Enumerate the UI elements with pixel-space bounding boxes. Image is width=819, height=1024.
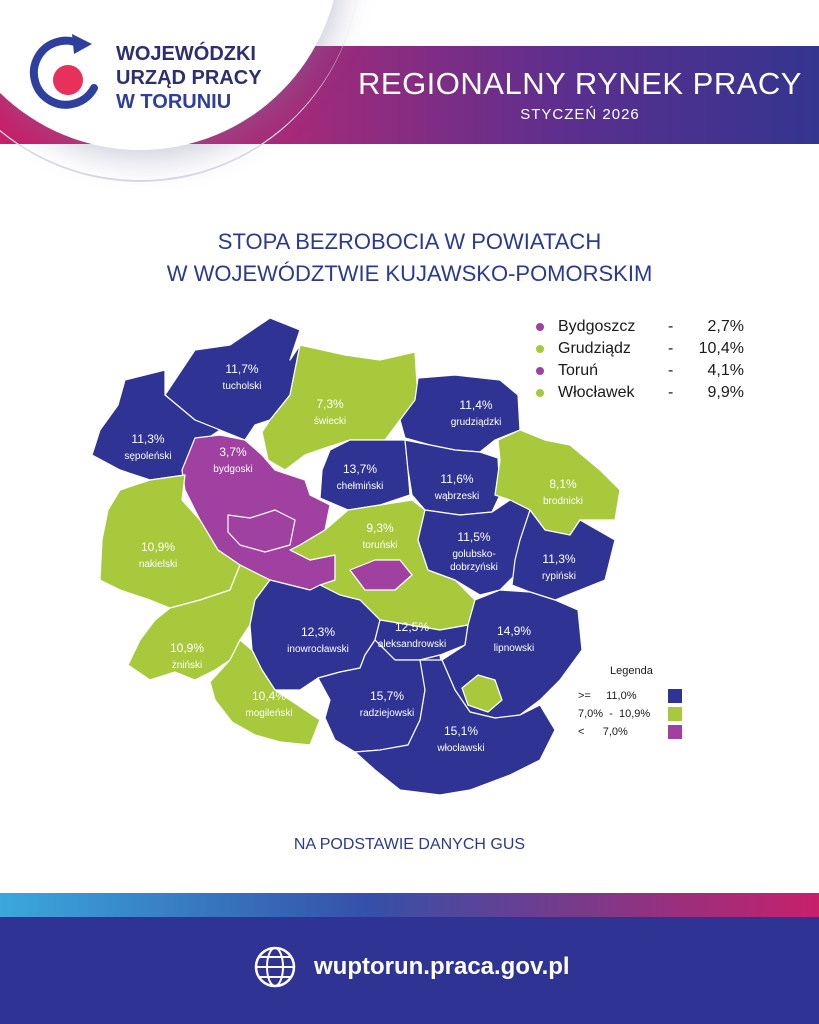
legend-row — [578, 724, 688, 740]
legend-swatch — [668, 689, 682, 703]
logo-line-1: WOJEWÓDZKI — [116, 43, 256, 65]
logo-line-2: URZĄD PRACY — [116, 67, 262, 89]
city-stats — [536, 316, 744, 404]
legend-row — [578, 706, 688, 722]
city-dot-icon — [536, 367, 544, 375]
county-name-sepolenski: sępoleński — [124, 451, 172, 462]
county-rate-chelminski: 13,7% — [342, 462, 378, 476]
city-stat-row — [536, 382, 744, 404]
county-rate-sepolenski: 11,3% — [131, 432, 165, 446]
county-rate-aleksandrowski: 12,5% — [394, 620, 430, 634]
map-title-line-2: W WOJEWÓDZTWIE KUJAWSKO-POMORSKIM — [166, 261, 653, 286]
header-title: REGIONALNY RYNEK PRACY — [358, 66, 802, 101]
city-rate: 10,4% — [698, 340, 744, 357]
county-name-golubsko: golubsko- — [452, 549, 496, 560]
globe-icon — [253, 945, 297, 989]
county-rate-wabrzeski: 11,6% — [440, 472, 474, 486]
county-rate-tucholski: 11,7% — [225, 362, 259, 376]
city-name: Włocławek — [558, 384, 635, 401]
county-rate-rypinski: 11,3% — [542, 552, 576, 566]
county-rate-zninski: 10,9% — [169, 641, 205, 655]
county-name-mogilenski: mogileński — [245, 708, 293, 719]
county-name-wloclawski: włocławski — [437, 743, 485, 754]
county-name-golubsko: dobrzyński — [450, 562, 498, 573]
county-rate-swiecki: 7,3% — [316, 397, 344, 411]
county-name-lipnowski: lipnowski — [493, 643, 535, 654]
legend-range: < 7,0% — [578, 726, 628, 738]
city-rate: 4,1% — [707, 362, 744, 379]
legend-row — [578, 688, 688, 704]
county-name-brodnicki: brodnicki — [542, 496, 584, 507]
legend-swatch — [668, 707, 682, 721]
city-name: Grudziądz — [558, 340, 631, 357]
city-dot-icon — [536, 323, 544, 331]
county-rate-radziejowski: 15,7% — [369, 689, 405, 703]
county-rate-lipnowski: 14,9% — [496, 624, 532, 638]
legend-range: 7,0% - 10,9% — [578, 708, 651, 720]
city-name: Bydgoszcz — [558, 318, 636, 335]
city-dash: - — [668, 384, 674, 401]
county-name-grudziadzki: grudziądzki — [450, 417, 502, 428]
city-rate: 2,7% — [707, 318, 744, 335]
county-rate-grudziadzki: 11,4% — [459, 398, 493, 412]
city-dot-icon — [536, 345, 544, 353]
city-stat-row — [536, 360, 744, 382]
county-rate-inowroclawski: 12,3% — [300, 625, 336, 639]
footer-stripe — [0, 893, 819, 917]
county-rate-bydgoski: 3,7% — [219, 445, 247, 459]
county-name-rypinski: rypiński — [542, 571, 576, 582]
county-rate-torunski: 9,3% — [366, 521, 394, 535]
city-dot-icon — [536, 389, 544, 397]
city-rate: 9,9% — [707, 384, 744, 401]
county-name-radziejowski: radziejowski — [359, 708, 415, 719]
county-name-wabrzeski: wąbrzeski — [434, 491, 480, 502]
logo-line-3: W TORUNIU — [116, 91, 232, 113]
map-title-line-1: STOPA BEZROBOCIA W POWIATACH — [217, 229, 602, 254]
legend-swatch — [668, 725, 682, 739]
county-rate-mogilenski: 10,4% — [251, 689, 287, 703]
county-name-aleksandrowski: aleksandrowski — [377, 639, 447, 650]
county-rate-nakielski: 10,9% — [140, 540, 176, 554]
county-name-swiecki: świecki — [313, 416, 347, 427]
county-name-torunski: toruński — [362, 540, 398, 551]
data-source-note: NA PODSTAWIE DANYCH GUS — [293, 836, 526, 853]
county-name-inowroclawski: inowrocławski — [287, 644, 349, 655]
county-name-zninski: żniński — [171, 660, 203, 671]
legend-title: Legenda — [610, 665, 653, 677]
city-dash: - — [668, 362, 674, 379]
footer-url-link[interactable]: wuptorun.praca.gov.pl — [314, 953, 570, 980]
county-rate-golubsko: 11,5% — [457, 530, 491, 544]
city-dash: - — [668, 318, 674, 335]
county-name-bydgoski: bydgoski — [213, 464, 253, 475]
county-name-tucholski: tucholski — [222, 381, 262, 392]
city-name: Toruń — [558, 362, 599, 379]
city-stat-row — [536, 338, 744, 360]
city-stat-row — [536, 316, 744, 338]
county-name-nakielski: nakielski — [138, 559, 178, 570]
city-dash: - — [668, 340, 674, 357]
county-name-chelminski: chełmiński — [336, 481, 384, 492]
legend-range: >= 11,0% — [578, 690, 637, 702]
county-rate-wloclawski: 15,1% — [443, 724, 479, 738]
county-rate-brodnicki: 8,1% — [549, 477, 577, 491]
header-subtitle: STYCZEŃ 2026 — [520, 106, 640, 123]
